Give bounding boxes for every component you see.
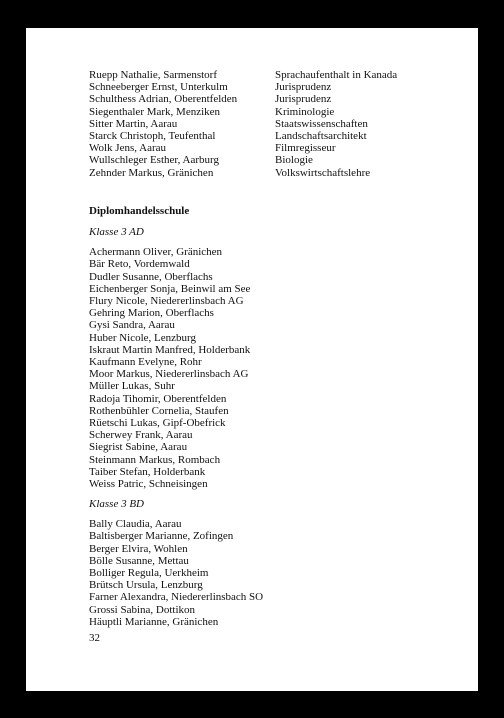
list-item: Gehring Marion, Oberflachs: [89, 307, 214, 320]
list-item: Müller Lukas, Suhr: [89, 380, 175, 393]
list-item: Berger Elvira, Wohlen: [89, 542, 188, 555]
page-number: 32: [89, 632, 100, 644]
list-item: Grossi Sabina, Dottikon: [89, 603, 196, 616]
list-item: Zehnder Markus, Gränichen: [89, 166, 214, 179]
section-heading: Diplomhandelsschule: [89, 205, 190, 217]
list-item: Rothenbühler Cornelia, Staufen: [89, 404, 229, 417]
list-item: Bally Claudia, Aarau: [89, 518, 182, 531]
list-item: Schneeberger Ernst, Unterkulm: [89, 81, 228, 94]
class-3ad-section: [89, 226, 250, 490]
list-item: Schulthess Adrian, Oberentfelden: [89, 93, 238, 106]
list-item: Moor Markus, Niedererlinsbach AG: [89, 368, 249, 381]
list-item: Rüetschi Lukas, Gipf-Obefrick: [89, 417, 226, 430]
list-item: Jurisprudenz: [275, 93, 332, 106]
list-item: Filmregisseur: [275, 142, 336, 155]
list-item: Häuptli Marianne, Gränichen: [89, 615, 219, 628]
top-studies-column: [275, 69, 397, 179]
class-3bd-section: [89, 498, 263, 628]
list-item: Sprachaufenthalt in Kanada: [275, 69, 398, 81]
list-item: Kaufmann Evelyne, Rohr: [89, 356, 202, 369]
document-page: [26, 28, 478, 691]
list-item: Achermann Oliver, Gränichen: [89, 246, 223, 259]
class-title: Klasse 3 BD: [89, 498, 144, 510]
top-names-column: [89, 69, 237, 179]
list-item: Siegrist Sabine, Aarau: [89, 441, 188, 454]
list-item: Kriminologie: [275, 105, 335, 118]
list-item: Wullschleger Esther, Aarburg: [89, 154, 219, 167]
list-item: Eichenberger Sonja, Beinwil am See: [89, 282, 251, 295]
list-item: Wolk Jens, Aarau: [89, 142, 167, 155]
list-item: Bär Reto, Vordemwald: [89, 258, 190, 271]
list-item: Sitter Martin, Aarau: [89, 117, 178, 130]
list-item: Dudler Susanne, Oberflachs: [89, 270, 213, 283]
list-item: Biologie: [275, 154, 313, 167]
list-item: Volkswirtschaftslehre: [275, 166, 371, 179]
list-item: Bolliger Regula, Uerkheim: [89, 567, 209, 580]
list-item: Steinmann Markus, Rombach: [89, 453, 221, 466]
list-item: Jurisprudenz: [275, 81, 332, 94]
list-item: Bölle Susanne, Mettau: [89, 554, 189, 567]
list-item: Taiber Stefan, Holderbank: [89, 465, 206, 478]
list-item: Huber Nicole, Lenzburg: [89, 331, 197, 344]
list-item: Staatswissenschaften: [275, 117, 368, 130]
list-item: Brütsch Ursula, Lenzburg: [89, 579, 203, 592]
list-item: Landschaftsarchitekt: [275, 130, 367, 143]
list-item: Farner Alexandra, Niedererlinsbach SO: [89, 591, 264, 604]
list-item: Flury Nicole, Niedererlinsbach AG: [89, 295, 244, 308]
list-item: Weiss Patric, Schneisingen: [89, 478, 208, 491]
list-item: Starck Christoph, Teufenthal: [89, 130, 216, 143]
list-item: Siegenthaler Mark, Menziken: [89, 105, 221, 118]
list-item: Iskraut Martin Manfred, Holderbank: [89, 343, 251, 356]
list-item: Gysi Sandra, Aarau: [89, 319, 175, 332]
list-item: Baltisberger Marianne, Zofingen: [89, 530, 234, 543]
list-item: Ruepp Nathalie, Sarmenstorf: [89, 69, 217, 81]
list-item: Scherwey Frank, Aarau: [89, 429, 193, 442]
class-title: Klasse 3 AD: [89, 226, 144, 238]
list-item: Radoja Tihomir, Oberentfelden: [89, 392, 227, 405]
